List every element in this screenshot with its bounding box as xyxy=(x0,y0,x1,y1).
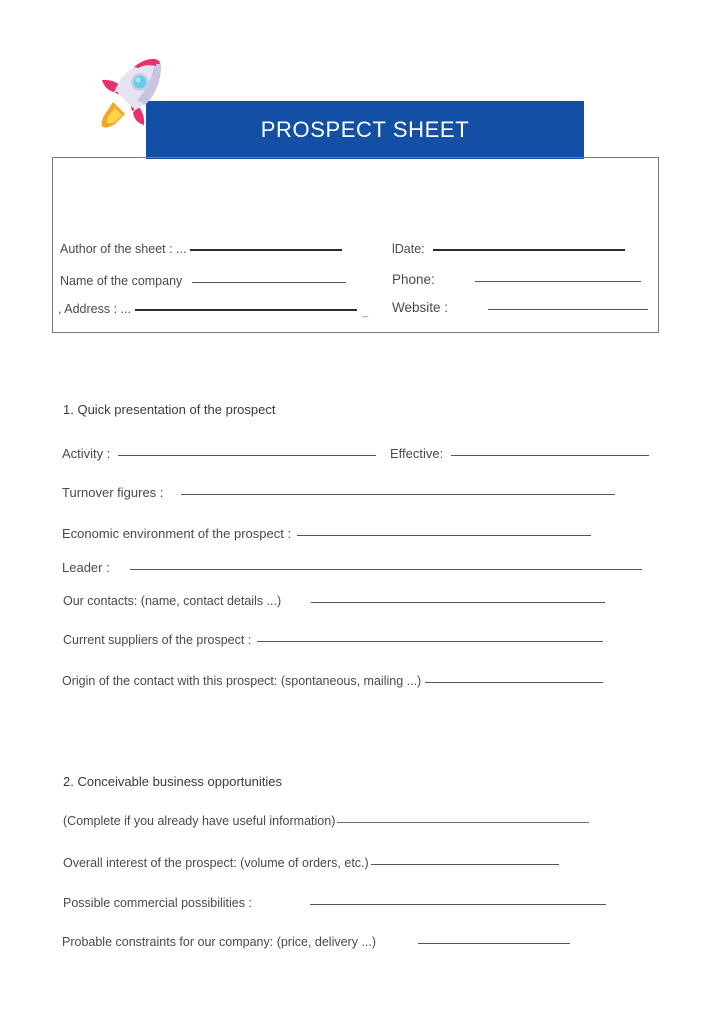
field-address-input-rule[interactable] xyxy=(135,309,357,311)
row-suppliers-label: Current suppliers of the prospect : xyxy=(63,633,252,647)
row-complete xyxy=(63,814,589,828)
address-trailing-mark: _ xyxy=(361,306,369,318)
row-commercial-label: Possible commercial possibilities : xyxy=(63,896,252,910)
row-leader xyxy=(62,560,642,575)
field-address-label: , Address : ... xyxy=(58,302,131,316)
field-website-input-rule[interactable] xyxy=(488,309,648,310)
field-company xyxy=(60,274,346,288)
field-date-input-rule[interactable] xyxy=(433,249,625,251)
row-economic-label: Economic environment of the prospect : xyxy=(62,526,292,541)
row-suppliers xyxy=(63,633,603,647)
rocket-icon xyxy=(93,52,169,134)
row-leader-input-rule[interactable] xyxy=(130,569,642,570)
row-constraints-label: Probable constraints for our company: (price, delivery ...) xyxy=(62,935,377,949)
field-website xyxy=(392,300,648,315)
row-interest-label: Overall interest of the prospect: (volume of orders, etc.) xyxy=(63,856,369,870)
row-suppliers-input-rule[interactable] xyxy=(257,641,603,642)
row-origin-label: Origin of the contact with this prospect: (spontaneous, mailing ...) xyxy=(62,674,422,688)
section-1-heading: 1. Quick presentation of the prospect xyxy=(63,402,276,417)
field-date-label: lDate: xyxy=(392,242,425,256)
field-author xyxy=(60,242,342,256)
row-interest-input-rule[interactable] xyxy=(371,864,559,865)
row-origin-input-rule[interactable] xyxy=(425,682,603,683)
row-contacts xyxy=(63,594,605,608)
row-leader-label: Leader : xyxy=(62,560,110,575)
row-complete-label: (Complete if you already have useful information) xyxy=(63,814,336,828)
header-banner xyxy=(146,101,584,159)
field-address xyxy=(58,302,368,316)
row-activity-input-rule[interactable] xyxy=(118,455,376,456)
row-economic-input-rule[interactable] xyxy=(297,535,591,536)
page-title: PROSPECT SHEET xyxy=(260,117,470,142)
row-turnover-input-rule[interactable] xyxy=(181,494,615,495)
row-contacts-label: Our contacts: (name, contact details ...) xyxy=(63,594,282,608)
row-constraints xyxy=(62,935,570,949)
field-website-label: Website : xyxy=(392,300,449,315)
row-contacts-input-rule[interactable] xyxy=(311,602,605,603)
field-date xyxy=(392,242,625,256)
row-effective-label: Effective: xyxy=(390,446,444,461)
row-economic xyxy=(62,526,591,541)
row-constraints-input-rule[interactable] xyxy=(418,943,570,944)
field-company-input-rule[interactable] xyxy=(192,282,346,283)
field-author-label: Author of the sheet : ... xyxy=(60,242,187,256)
row-turnover xyxy=(62,485,615,500)
section-2-heading: 2. Conceivable business opportunities xyxy=(63,774,282,789)
row-origin xyxy=(62,674,603,688)
row-complete-input-rule[interactable] xyxy=(337,822,589,823)
field-phone-label: Phone: xyxy=(392,272,435,287)
row-effective xyxy=(390,446,649,461)
row-turnover-label: Turnover figures : xyxy=(62,485,164,500)
row-effective-input-rule[interactable] xyxy=(451,455,649,456)
field-phone xyxy=(392,272,641,287)
field-author-input-rule[interactable] xyxy=(190,249,342,251)
row-activity-label: Activity : xyxy=(62,446,111,461)
row-commercial xyxy=(63,896,606,910)
row-activity xyxy=(62,446,376,461)
row-interest xyxy=(63,856,559,870)
field-phone-input-rule[interactable] xyxy=(475,281,641,282)
row-commercial-input-rule[interactable] xyxy=(310,904,606,905)
field-company-label: Name of the company xyxy=(60,274,183,288)
